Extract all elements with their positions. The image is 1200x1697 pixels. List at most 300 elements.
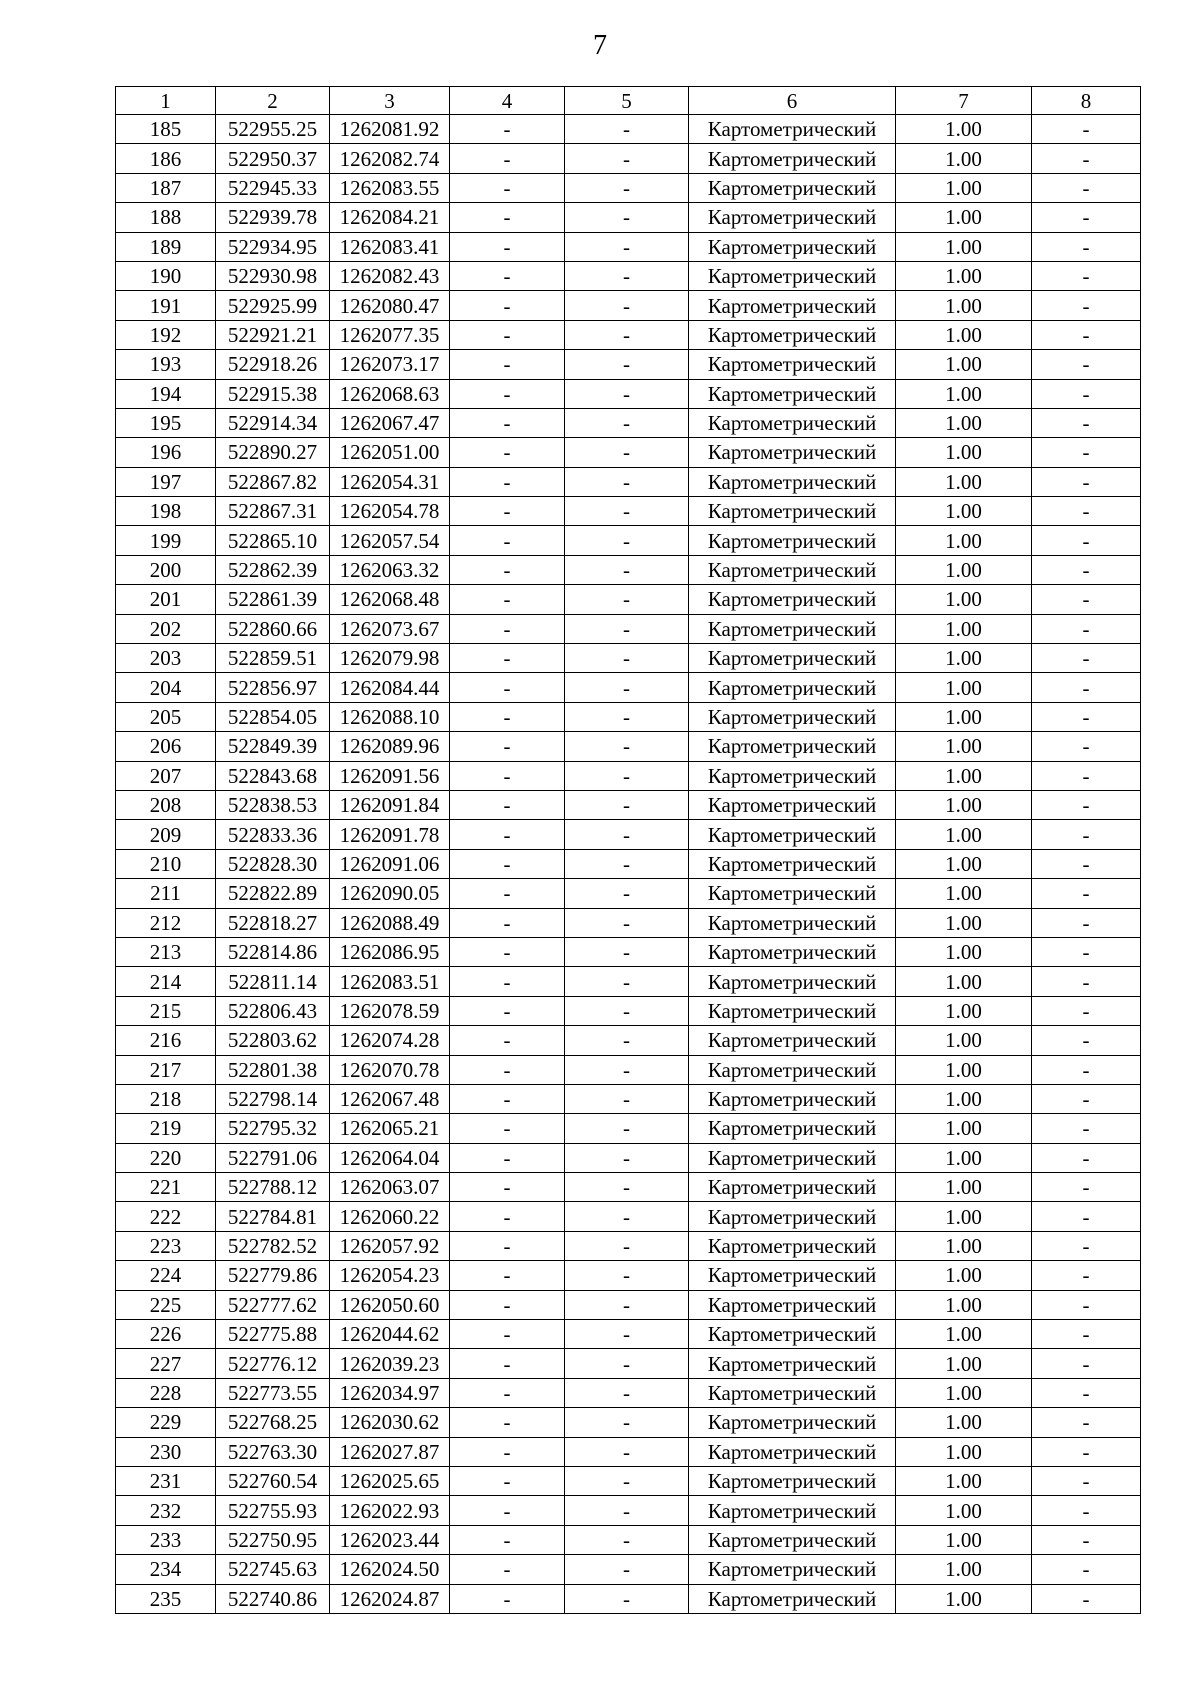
- x-coordinate-cell: 522814.86: [216, 937, 330, 966]
- col8-cell: -: [1032, 1084, 1141, 1113]
- method-cell: Картометрический: [689, 879, 896, 908]
- col5-cell: -: [565, 644, 689, 673]
- table-row: [116, 702, 1141, 731]
- accuracy-cell: 1.00: [896, 585, 1032, 614]
- y-coordinate-cell: 1262084.44: [330, 673, 450, 702]
- y-coordinate-cell: 1262057.92: [330, 1231, 450, 1260]
- col5-cell: -: [565, 144, 689, 173]
- accuracy-cell: 1.00: [896, 761, 1032, 790]
- method-cell: Картометрический: [689, 1114, 896, 1143]
- col5-cell: -: [565, 1378, 689, 1407]
- y-coordinate-cell: 1262091.78: [330, 820, 450, 849]
- col8-cell: -: [1032, 350, 1141, 379]
- col8-cell: -: [1032, 1378, 1141, 1407]
- col8-cell: -: [1032, 115, 1141, 144]
- x-coordinate-cell: 522867.82: [216, 467, 330, 496]
- accuracy-cell: 1.00: [896, 790, 1032, 819]
- accuracy-cell: 1.00: [896, 1408, 1032, 1437]
- point-number-cell: 231: [116, 1466, 216, 1495]
- y-coordinate-cell: 1262082.74: [330, 144, 450, 173]
- x-coordinate-cell: 522777.62: [216, 1290, 330, 1319]
- x-coordinate-cell: 522859.51: [216, 644, 330, 673]
- col4-cell: -: [450, 1084, 565, 1113]
- col5-cell: -: [565, 350, 689, 379]
- table-row: [116, 350, 1141, 379]
- col4-cell: -: [450, 1173, 565, 1202]
- table-row: [116, 497, 1141, 526]
- col8-cell: -: [1032, 761, 1141, 790]
- col8-cell: -: [1032, 879, 1141, 908]
- y-coordinate-cell: 1262024.87: [330, 1584, 450, 1613]
- col5-cell: -: [565, 614, 689, 643]
- y-coordinate-cell: 1262091.06: [330, 849, 450, 878]
- x-coordinate-cell: 522950.37: [216, 144, 330, 173]
- y-coordinate-cell: 1262068.63: [330, 379, 450, 408]
- accuracy-cell: 1.00: [896, 820, 1032, 849]
- x-coordinate-cell: 522750.95: [216, 1525, 330, 1554]
- table-header-row: [116, 87, 1141, 115]
- point-number-cell: 188: [116, 203, 216, 232]
- col5-cell: -: [565, 1437, 689, 1466]
- accuracy-cell: 1.00: [896, 644, 1032, 673]
- table-row: [116, 379, 1141, 408]
- y-coordinate-cell: 1262039.23: [330, 1349, 450, 1378]
- accuracy-cell: 1.00: [896, 1290, 1032, 1319]
- point-number-cell: 220: [116, 1143, 216, 1172]
- col8-cell: -: [1032, 1143, 1141, 1172]
- y-coordinate-cell: 1262073.17: [330, 350, 450, 379]
- y-coordinate-cell: 1262083.41: [330, 232, 450, 261]
- point-number-cell: 198: [116, 497, 216, 526]
- x-coordinate-cell: 522788.12: [216, 1173, 330, 1202]
- point-number-cell: 234: [116, 1555, 216, 1584]
- col5-cell: -: [565, 1084, 689, 1113]
- x-coordinate-cell: 522773.55: [216, 1378, 330, 1407]
- accuracy-cell: 1.00: [896, 673, 1032, 702]
- table-row: [116, 1555, 1141, 1584]
- point-number-cell: 216: [116, 1026, 216, 1055]
- accuracy-cell: 1.00: [896, 967, 1032, 996]
- col5-cell: -: [565, 1584, 689, 1613]
- y-coordinate-cell: 1262027.87: [330, 1437, 450, 1466]
- col4-cell: -: [450, 1584, 565, 1613]
- x-coordinate-cell: 522849.39: [216, 732, 330, 761]
- method-cell: Картометрический: [689, 1466, 896, 1495]
- col4-cell: -: [450, 350, 565, 379]
- col4-cell: -: [450, 1055, 565, 1084]
- point-number-cell: 203: [116, 644, 216, 673]
- col4-cell: -: [450, 1525, 565, 1554]
- y-coordinate-cell: 1262057.54: [330, 526, 450, 555]
- table-row: [116, 320, 1141, 349]
- col8-cell: -: [1032, 1437, 1141, 1466]
- table-row: [116, 467, 1141, 496]
- accuracy-cell: 1.00: [896, 1349, 1032, 1378]
- method-cell: Картометрический: [689, 1026, 896, 1055]
- col8-cell: -: [1032, 1231, 1141, 1260]
- accuracy-cell: 1.00: [896, 350, 1032, 379]
- point-number-cell: 227: [116, 1349, 216, 1378]
- col4-cell: -: [450, 261, 565, 290]
- col5-cell: -: [565, 1466, 689, 1495]
- table-row: [116, 1143, 1141, 1172]
- x-coordinate-cell: 522921.21: [216, 320, 330, 349]
- col4-cell: -: [450, 320, 565, 349]
- accuracy-cell: 1.00: [896, 732, 1032, 761]
- col4-cell: -: [450, 1496, 565, 1525]
- point-number-cell: 200: [116, 555, 216, 584]
- table-row: [116, 1378, 1141, 1407]
- point-number-cell: 191: [116, 291, 216, 320]
- column-header-8: 8: [1032, 87, 1141, 115]
- y-coordinate-cell: 1262079.98: [330, 644, 450, 673]
- col5-cell: -: [565, 1202, 689, 1231]
- col8-cell: -: [1032, 996, 1141, 1025]
- col5-cell: -: [565, 467, 689, 496]
- col5-cell: -: [565, 526, 689, 555]
- y-coordinate-cell: 1262054.78: [330, 497, 450, 526]
- col8-cell: -: [1032, 173, 1141, 202]
- col5-cell: -: [565, 1349, 689, 1378]
- method-cell: Картометрический: [689, 585, 896, 614]
- method-cell: Картометрический: [689, 1290, 896, 1319]
- col4-cell: -: [450, 1143, 565, 1172]
- point-number-cell: 205: [116, 702, 216, 731]
- point-number-cell: 223: [116, 1231, 216, 1260]
- point-number-cell: 211: [116, 879, 216, 908]
- point-number-cell: 207: [116, 761, 216, 790]
- y-coordinate-cell: 1262083.51: [330, 967, 450, 996]
- y-coordinate-cell: 1262089.96: [330, 732, 450, 761]
- method-cell: Картометрический: [689, 996, 896, 1025]
- col4-cell: -: [450, 555, 565, 584]
- y-coordinate-cell: 1262063.07: [330, 1173, 450, 1202]
- col8-cell: -: [1032, 1114, 1141, 1143]
- col5-cell: -: [565, 1496, 689, 1525]
- y-coordinate-cell: 1262034.97: [330, 1378, 450, 1407]
- point-number-cell: 189: [116, 232, 216, 261]
- col8-cell: -: [1032, 291, 1141, 320]
- col5-cell: -: [565, 173, 689, 202]
- table-row: [116, 849, 1141, 878]
- method-cell: Картометрический: [689, 320, 896, 349]
- accuracy-cell: 1.00: [896, 203, 1032, 232]
- col5-cell: -: [565, 820, 689, 849]
- col8-cell: -: [1032, 702, 1141, 731]
- col8-cell: -: [1032, 1026, 1141, 1055]
- col8-cell: -: [1032, 967, 1141, 996]
- x-coordinate-cell: 522838.53: [216, 790, 330, 819]
- point-number-cell: 233: [116, 1525, 216, 1554]
- col4-cell: -: [450, 379, 565, 408]
- method-cell: Картометрический: [689, 173, 896, 202]
- x-coordinate-cell: 522779.86: [216, 1261, 330, 1290]
- accuracy-cell: 1.00: [896, 555, 1032, 584]
- y-coordinate-cell: 1262077.35: [330, 320, 450, 349]
- col8-cell: -: [1032, 555, 1141, 584]
- accuracy-cell: 1.00: [896, 1026, 1032, 1055]
- table-row: [116, 1584, 1141, 1613]
- col5-cell: -: [565, 1261, 689, 1290]
- table-row: [116, 1349, 1141, 1378]
- method-cell: Картометрический: [689, 497, 896, 526]
- x-coordinate-cell: 522775.88: [216, 1320, 330, 1349]
- col8-cell: -: [1032, 1290, 1141, 1319]
- x-coordinate-cell: 522955.25: [216, 115, 330, 144]
- col8-cell: -: [1032, 526, 1141, 555]
- point-number-cell: 221: [116, 1173, 216, 1202]
- col4-cell: -: [450, 1466, 565, 1495]
- x-coordinate-cell: 522740.86: [216, 1584, 330, 1613]
- x-coordinate-cell: 522854.05: [216, 702, 330, 731]
- col4-cell: -: [450, 1437, 565, 1466]
- col4-cell: -: [450, 1114, 565, 1143]
- accuracy-cell: 1.00: [896, 320, 1032, 349]
- y-coordinate-cell: 1262080.47: [330, 291, 450, 320]
- col4-cell: -: [450, 967, 565, 996]
- column-header-7: 7: [896, 87, 1032, 115]
- col8-cell: -: [1032, 320, 1141, 349]
- accuracy-cell: 1.00: [896, 115, 1032, 144]
- col8-cell: -: [1032, 261, 1141, 290]
- col4-cell: -: [450, 879, 565, 908]
- table-row: [116, 644, 1141, 673]
- table-row: [116, 438, 1141, 467]
- table-row: [116, 1466, 1141, 1495]
- col4-cell: -: [450, 144, 565, 173]
- point-number-cell: 230: [116, 1437, 216, 1466]
- col8-cell: -: [1032, 1173, 1141, 1202]
- y-coordinate-cell: 1262074.28: [330, 1026, 450, 1055]
- accuracy-cell: 1.00: [896, 849, 1032, 878]
- col8-cell: -: [1032, 379, 1141, 408]
- method-cell: Картометрический: [689, 937, 896, 966]
- col8-cell: -: [1032, 937, 1141, 966]
- col4-cell: -: [450, 673, 565, 702]
- x-coordinate-cell: 522915.38: [216, 379, 330, 408]
- col4-cell: -: [450, 585, 565, 614]
- point-number-cell: 218: [116, 1084, 216, 1113]
- col5-cell: -: [565, 761, 689, 790]
- point-number-cell: 199: [116, 526, 216, 555]
- table-row: [116, 761, 1141, 790]
- col8-cell: -: [1032, 1525, 1141, 1554]
- col5-cell: -: [565, 320, 689, 349]
- y-coordinate-cell: 1262067.48: [330, 1084, 450, 1113]
- y-coordinate-cell: 1262078.59: [330, 996, 450, 1025]
- table-row: [116, 291, 1141, 320]
- col8-cell: -: [1032, 644, 1141, 673]
- col4-cell: -: [450, 1026, 565, 1055]
- method-cell: Картометрический: [689, 614, 896, 643]
- point-number-cell: 210: [116, 849, 216, 878]
- col8-cell: -: [1032, 1555, 1141, 1584]
- x-coordinate-cell: 522784.81: [216, 1202, 330, 1231]
- table-row: [116, 1055, 1141, 1084]
- point-number-cell: 214: [116, 967, 216, 996]
- col4-cell: -: [450, 849, 565, 878]
- col5-cell: -: [565, 790, 689, 819]
- accuracy-cell: 1.00: [896, 1231, 1032, 1260]
- col4-cell: -: [450, 115, 565, 144]
- method-cell: Картометрический: [689, 350, 896, 379]
- col5-cell: -: [565, 1555, 689, 1584]
- col8-cell: -: [1032, 438, 1141, 467]
- accuracy-cell: 1.00: [896, 1173, 1032, 1202]
- x-coordinate-cell: 522768.25: [216, 1408, 330, 1437]
- point-number-cell: 204: [116, 673, 216, 702]
- col8-cell: -: [1032, 820, 1141, 849]
- method-cell: Картометрический: [689, 908, 896, 937]
- accuracy-cell: 1.00: [896, 996, 1032, 1025]
- col5-cell: -: [565, 849, 689, 878]
- y-coordinate-cell: 1262086.95: [330, 937, 450, 966]
- y-coordinate-cell: 1262025.65: [330, 1466, 450, 1495]
- table-row: [116, 996, 1141, 1025]
- x-coordinate-cell: 522801.38: [216, 1055, 330, 1084]
- method-cell: Картометрический: [689, 1231, 896, 1260]
- col5-cell: -: [565, 1026, 689, 1055]
- col5-cell: -: [565, 585, 689, 614]
- y-coordinate-cell: 1262044.62: [330, 1320, 450, 1349]
- col8-cell: -: [1032, 408, 1141, 437]
- x-coordinate-cell: 522861.39: [216, 585, 330, 614]
- table-row: [116, 879, 1141, 908]
- table-row: [116, 1026, 1141, 1055]
- accuracy-cell: 1.00: [896, 1114, 1032, 1143]
- accuracy-cell: 1.00: [896, 1320, 1032, 1349]
- col4-cell: -: [450, 1349, 565, 1378]
- col5-cell: -: [565, 1408, 689, 1437]
- accuracy-cell: 1.00: [896, 1466, 1032, 1495]
- col8-cell: -: [1032, 614, 1141, 643]
- y-coordinate-cell: 1262022.93: [330, 1496, 450, 1525]
- x-coordinate-cell: 522811.14: [216, 967, 330, 996]
- method-cell: Картометрический: [689, 1320, 896, 1349]
- col4-cell: -: [450, 1555, 565, 1584]
- method-cell: Картометрический: [689, 379, 896, 408]
- col4-cell: -: [450, 644, 565, 673]
- accuracy-cell: 1.00: [896, 1525, 1032, 1554]
- col8-cell: -: [1032, 1408, 1141, 1437]
- col4-cell: -: [450, 614, 565, 643]
- y-coordinate-cell: 1262070.78: [330, 1055, 450, 1084]
- table-row: [116, 526, 1141, 555]
- col5-cell: -: [565, 1114, 689, 1143]
- point-number-cell: 195: [116, 408, 216, 437]
- method-cell: Картометрический: [689, 820, 896, 849]
- point-number-cell: 208: [116, 790, 216, 819]
- x-coordinate-cell: 522833.36: [216, 820, 330, 849]
- y-coordinate-cell: 1262065.21: [330, 1114, 450, 1143]
- column-header-1: 1: [116, 87, 216, 115]
- col5-cell: -: [565, 1231, 689, 1260]
- accuracy-cell: 1.00: [896, 879, 1032, 908]
- y-coordinate-cell: 1262083.55: [330, 173, 450, 202]
- point-number-cell: 235: [116, 1584, 216, 1613]
- col8-cell: -: [1032, 1055, 1141, 1084]
- method-cell: Картометрический: [689, 1202, 896, 1231]
- point-number-cell: 215: [116, 996, 216, 1025]
- x-coordinate-cell: 522862.39: [216, 555, 330, 584]
- accuracy-cell: 1.00: [896, 1496, 1032, 1525]
- method-cell: Картометрический: [689, 438, 896, 467]
- col8-cell: -: [1032, 467, 1141, 496]
- coordinates-table: [115, 86, 1141, 1614]
- col8-cell: -: [1032, 849, 1141, 878]
- col4-cell: -: [450, 467, 565, 496]
- page-number: 7: [593, 30, 607, 61]
- accuracy-cell: 1.00: [896, 614, 1032, 643]
- y-coordinate-cell: 1262073.67: [330, 614, 450, 643]
- col4-cell: -: [450, 996, 565, 1025]
- accuracy-cell: 1.00: [896, 497, 1032, 526]
- point-number-cell: 196: [116, 438, 216, 467]
- table-row: [116, 673, 1141, 702]
- column-header-4: 4: [450, 87, 565, 115]
- col5-cell: -: [565, 438, 689, 467]
- y-coordinate-cell: 1262054.23: [330, 1261, 450, 1290]
- table-row: [116, 1437, 1141, 1466]
- col8-cell: -: [1032, 144, 1141, 173]
- point-number-cell: 193: [116, 350, 216, 379]
- col4-cell: -: [450, 1290, 565, 1319]
- point-number-cell: 232: [116, 1496, 216, 1525]
- accuracy-cell: 1.00: [896, 1143, 1032, 1172]
- x-coordinate-cell: 522776.12: [216, 1349, 330, 1378]
- col5-cell: -: [565, 1290, 689, 1319]
- y-coordinate-cell: 1262090.05: [330, 879, 450, 908]
- col8-cell: -: [1032, 790, 1141, 819]
- point-number-cell: 226: [116, 1320, 216, 1349]
- method-cell: Картометрический: [689, 261, 896, 290]
- method-cell: Картометрический: [689, 115, 896, 144]
- accuracy-cell: 1.00: [896, 379, 1032, 408]
- table-row: [116, 1290, 1141, 1319]
- table-row: [116, 1231, 1141, 1260]
- accuracy-cell: 1.00: [896, 1084, 1032, 1113]
- method-cell: Картометрический: [689, 1173, 896, 1202]
- point-number-cell: 186: [116, 144, 216, 173]
- col5-cell: -: [565, 967, 689, 996]
- y-coordinate-cell: 1262091.56: [330, 761, 450, 790]
- point-number-cell: 190: [116, 261, 216, 290]
- table-row: [116, 1496, 1141, 1525]
- accuracy-cell: 1.00: [896, 908, 1032, 937]
- col4-cell: -: [450, 761, 565, 790]
- col8-cell: -: [1032, 1320, 1141, 1349]
- method-cell: Картометрический: [689, 555, 896, 584]
- y-coordinate-cell: 1262023.44: [330, 1525, 450, 1554]
- y-coordinate-cell: 1262088.10: [330, 702, 450, 731]
- x-coordinate-cell: 522865.10: [216, 526, 330, 555]
- point-number-cell: 212: [116, 908, 216, 937]
- table-row: [116, 173, 1141, 202]
- method-cell: Картометрический: [689, 1437, 896, 1466]
- x-coordinate-cell: 522867.31: [216, 497, 330, 526]
- col5-cell: -: [565, 937, 689, 966]
- method-cell: Картометрический: [689, 1261, 896, 1290]
- col8-cell: -: [1032, 232, 1141, 261]
- table-row: [116, 790, 1141, 819]
- col4-cell: -: [450, 1408, 565, 1437]
- point-number-cell: 209: [116, 820, 216, 849]
- col4-cell: -: [450, 1378, 565, 1407]
- col5-cell: -: [565, 702, 689, 731]
- table-row: [116, 144, 1141, 173]
- x-coordinate-cell: 522806.43: [216, 996, 330, 1025]
- col4-cell: -: [450, 790, 565, 819]
